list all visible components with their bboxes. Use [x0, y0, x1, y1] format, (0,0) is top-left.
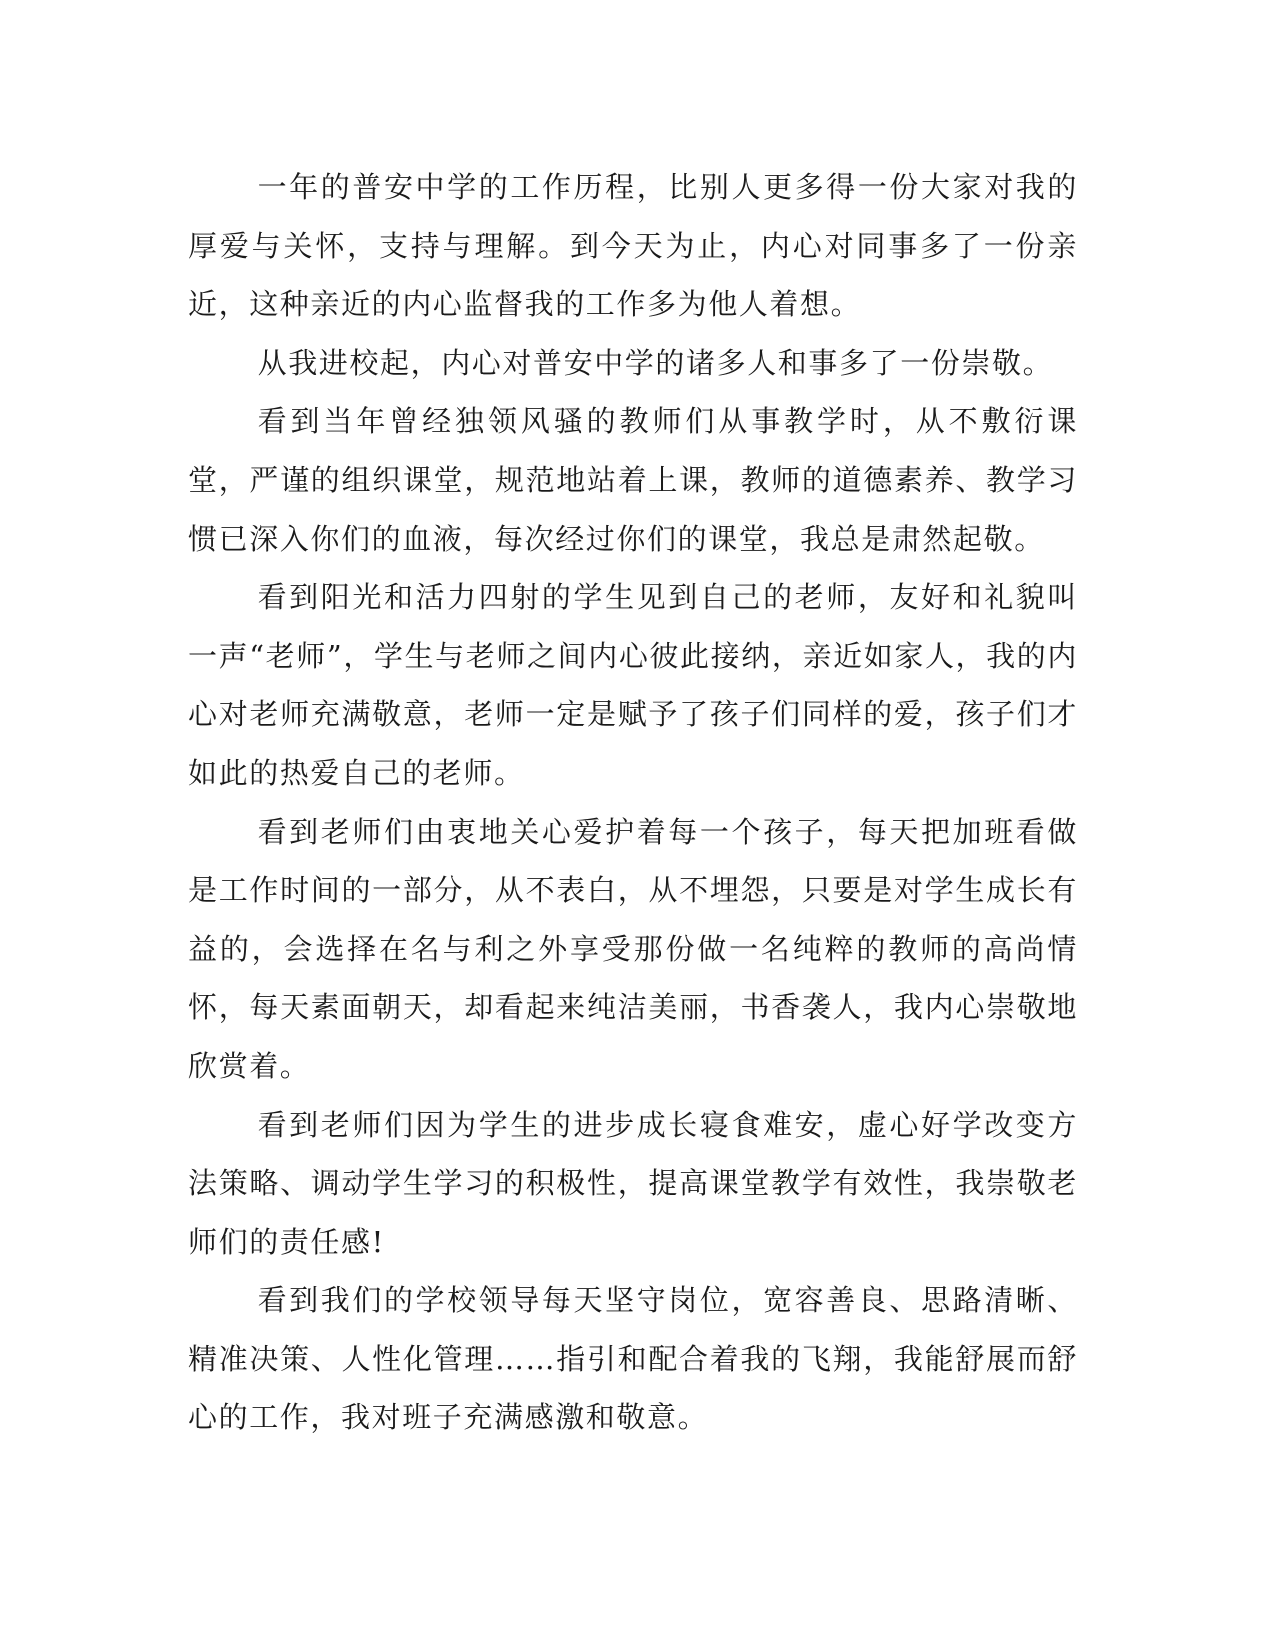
- paragraph: 看到老师们由衷地关心爱护着每一个孩子，每天把加班看做是工作时间的一部分，从不表白，从不埋怨，只要是对学生成长有益的，会选择在名与利之外享受那份做一名纯粹的教师的高尚情怀，每天素面朝天，却看起来纯洁美丽，书香袭人，我内心崇敬地欣赏着。: [188, 814, 1078, 1083]
- paragraph: 一年的普安中学的工作历程，比别人更多得一份大家对我的厚爱与关怀，支持与理解。到今天为止，内心对同事多了一份亲近，这种亲近的内心监督我的工作多为他人着想。: [188, 170, 1078, 322]
- paragraph: 看到我们的学校领导每天坚守岗位，宽容善良、思路清晰、精准决策、人性化管理……指引和配合着我的飞翔，我能舒展而舒心的工作，我对班子充满感激和敬意。: [188, 1283, 1078, 1435]
- paragraph: 看到老师们因为学生的进步成长寝食难安，虚心好学改变方法策略、调动学生学习的积极性，提高课堂教学有效性，我崇敬老师们的责任感!: [188, 1107, 1078, 1259]
- paragraph: 从我进校起，内心对普安中学的诸多人和事多了一份崇敬。: [257, 345, 1054, 380]
- paragraph: 看到阳光和活力四射的学生见到自己的老师，友好和礼貌叫一声“老师”，学生与老师之间内心彼此接纳，亲近如家人，我的内心对老师充满敬意，老师一定是赋予了孩子们同样的爱，孩子们才如此的热爱自己的老师。: [188, 580, 1078, 790]
- paragraph: 看到当年曾经独领风骚的教师们从事教学时，从不敷衍课堂，严谨的组织课堂，规范地站着上课，教师的道德素养、教学习惯已深入你们的血液，每次经过你们的课堂，我总是肃然起敬。: [188, 404, 1078, 556]
- document-body: [188, 158, 1078, 1447]
